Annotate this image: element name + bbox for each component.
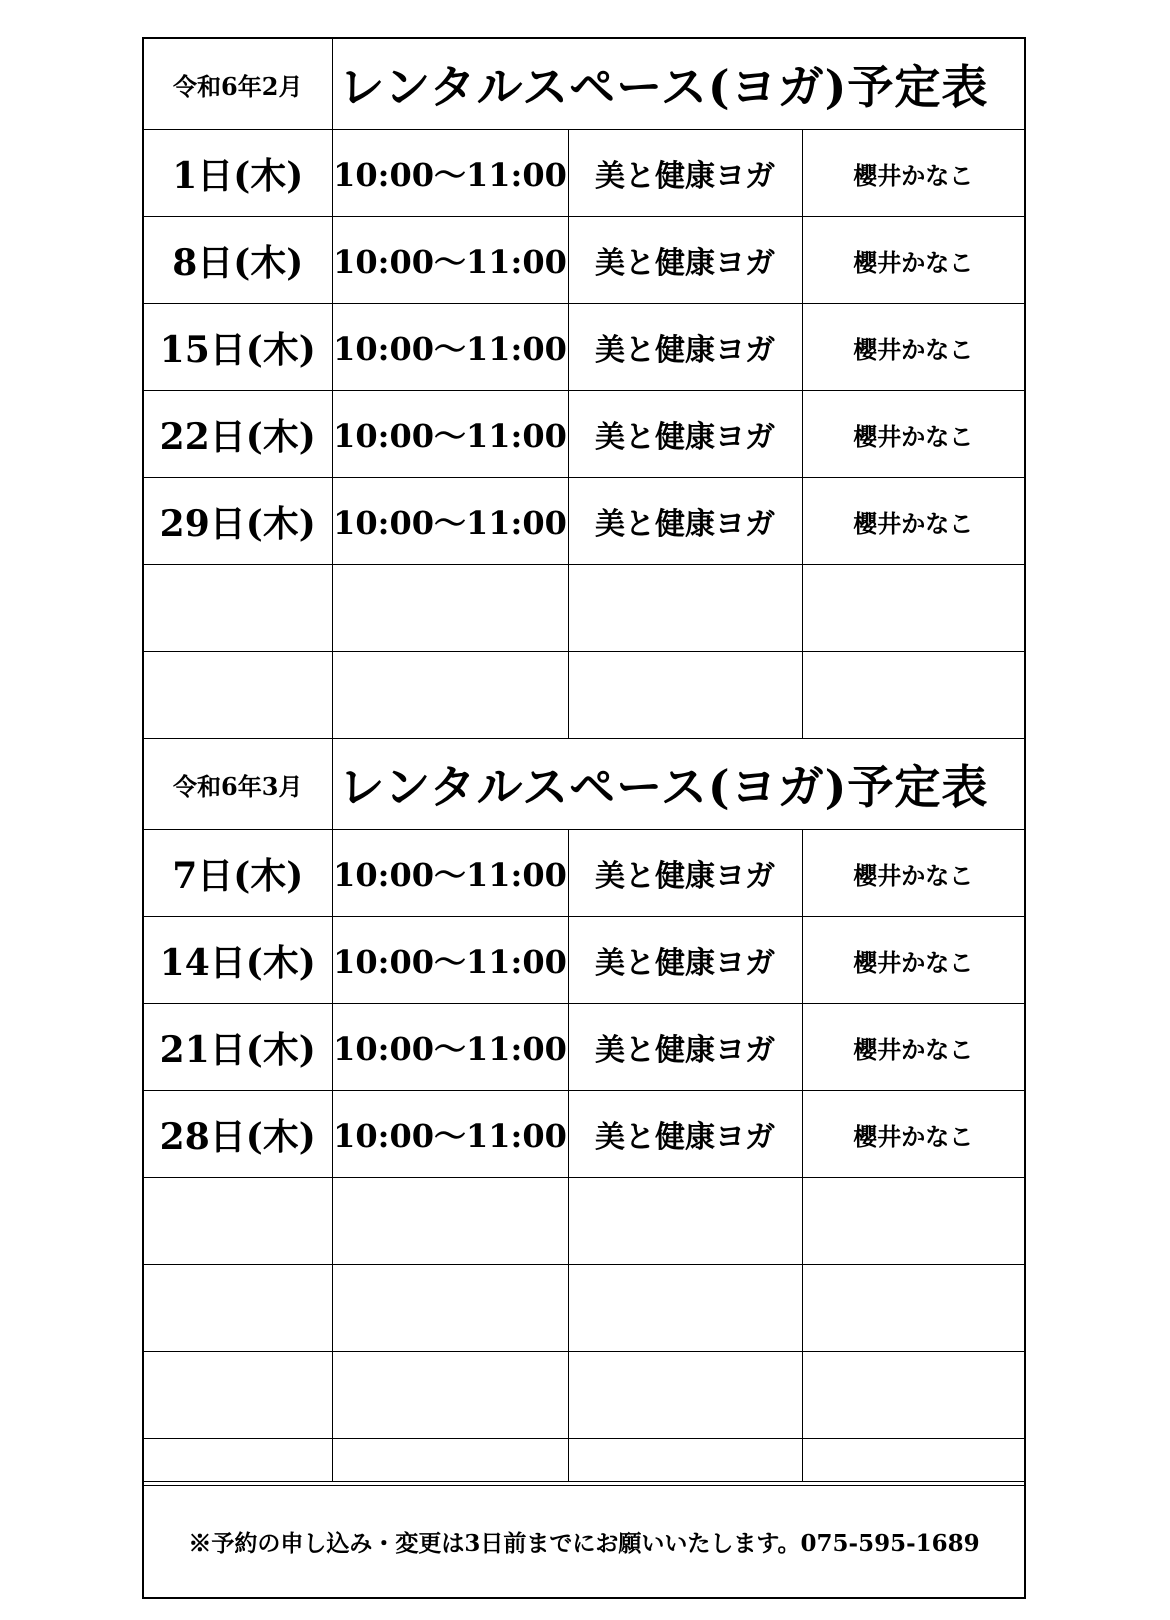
empty-cell (568, 1265, 802, 1352)
footer-notice (144, 1485, 1024, 1597)
date-cell: 21日(木) (144, 1004, 332, 1091)
date-cell: 7日(木) (144, 830, 332, 917)
class-cell: 美と健康ヨガ (568, 830, 802, 917)
class-cell: 美と健康ヨガ (568, 478, 802, 565)
empty-cell (802, 565, 1024, 652)
empty-cell (802, 1265, 1024, 1352)
time-cell: 10:00〜11:00 (332, 1091, 568, 1178)
empty-row (144, 1265, 1024, 1352)
empty-cell (802, 1178, 1024, 1265)
date-cell: 28日(木) (144, 1091, 332, 1178)
class-cell: 美と健康ヨガ (568, 1004, 802, 1091)
instructor-cell: 櫻井かなこ (802, 478, 1024, 565)
instructor-cell: 櫻井かなこ (802, 830, 1024, 917)
class-cell: 美と健康ヨガ (568, 391, 802, 478)
date-cell: 14日(木) (144, 917, 332, 1004)
empty-cell (332, 1178, 568, 1265)
time-cell: 10:00〜11:00 (332, 478, 568, 565)
empty-cell (144, 1178, 332, 1265)
date-cell: 1日(木) (144, 130, 332, 217)
table-row (144, 478, 1024, 565)
instructor-cell: 櫻井かなこ (802, 1091, 1024, 1178)
class-cell: 美と健康ヨガ (568, 304, 802, 391)
empty-row (144, 565, 1024, 652)
march-header-row (144, 739, 1024, 830)
february-header-row (144, 39, 1024, 130)
schedule-table (144, 39, 1024, 1482)
table-row (144, 217, 1024, 304)
time-cell: 10:00〜11:00 (332, 917, 568, 1004)
table-row (144, 1091, 1024, 1178)
empty-cell (144, 652, 332, 739)
notice-text: ※予約の申し込み・変更は3日前までにお願いいたします。075-595-1689 (188, 1530, 980, 1557)
class-cell: 美と健康ヨガ (568, 1091, 802, 1178)
time-cell: 10:00〜11:00 (332, 391, 568, 478)
time-cell: 10:00〜11:00 (332, 830, 568, 917)
empty-row (144, 1352, 1024, 1439)
instructor-cell: 櫻井かなこ (802, 304, 1024, 391)
instructor-cell: 櫻井かなこ (802, 917, 1024, 1004)
march-month-label: 令和6年3月 (144, 739, 332, 830)
date-cell: 22日(木) (144, 391, 332, 478)
time-cell: 10:00〜11:00 (332, 1004, 568, 1091)
empty-cell (568, 1352, 802, 1439)
empty-row (144, 1178, 1024, 1265)
table-row (144, 830, 1024, 917)
instructor-cell: 櫻井かなこ (802, 391, 1024, 478)
empty-cell (802, 652, 1024, 739)
class-cell: 美と健康ヨガ (568, 217, 802, 304)
time-cell: 10:00〜11:00 (332, 304, 568, 391)
empty-cell (568, 1439, 802, 1482)
empty-cell (332, 1352, 568, 1439)
february-title: レンタルスペース(ヨガ)予定表 (332, 39, 1024, 130)
empty-row (144, 652, 1024, 739)
table-row (144, 130, 1024, 217)
march-title: レンタルスペース(ヨガ)予定表 (332, 739, 1024, 830)
empty-cell (568, 652, 802, 739)
empty-cell (332, 1265, 568, 1352)
empty-row (144, 1439, 1024, 1482)
class-cell: 美と健康ヨガ (568, 917, 802, 1004)
table-row (144, 1004, 1024, 1091)
table-row (144, 391, 1024, 478)
empty-cell (144, 1439, 332, 1482)
empty-cell (332, 652, 568, 739)
table-row (144, 304, 1024, 391)
date-cell: 15日(木) (144, 304, 332, 391)
empty-cell (144, 1352, 332, 1439)
empty-cell (332, 1439, 568, 1482)
february-month-label: 令和6年2月 (144, 39, 332, 130)
class-cell: 美と健康ヨガ (568, 130, 802, 217)
instructor-cell: 櫻井かなこ (802, 130, 1024, 217)
date-cell: 29日(木) (144, 478, 332, 565)
empty-cell (332, 565, 568, 652)
instructor-cell: 櫻井かなこ (802, 1004, 1024, 1091)
empty-cell (802, 1439, 1024, 1482)
empty-cell (802, 1352, 1024, 1439)
empty-cell (144, 565, 332, 652)
table-row (144, 917, 1024, 1004)
time-cell: 10:00〜11:00 (332, 130, 568, 217)
date-cell: 8日(木) (144, 217, 332, 304)
empty-cell (568, 1178, 802, 1265)
instructor-cell: 櫻井かなこ (802, 217, 1024, 304)
empty-cell (568, 565, 802, 652)
schedule-sheet (142, 37, 1026, 1599)
empty-cell (144, 1265, 332, 1352)
time-cell: 10:00〜11:00 (332, 217, 568, 304)
